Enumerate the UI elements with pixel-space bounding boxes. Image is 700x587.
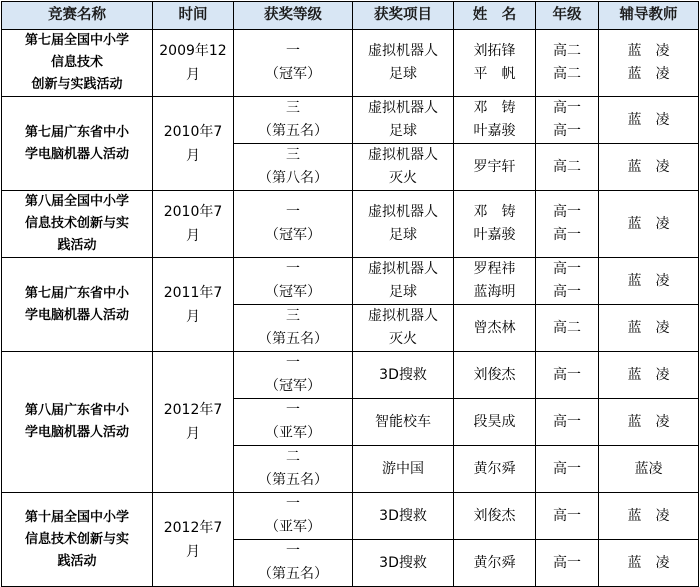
time-cell xyxy=(153,97,234,191)
grade-cell-line: 高一 xyxy=(553,413,581,430)
grade-cell-line: 高二 xyxy=(553,43,581,59)
level-cell-line: （冠军） xyxy=(265,284,321,300)
name-cell-line: 曾杰林 xyxy=(473,319,516,336)
name-cell-line: 平 帆 xyxy=(473,66,516,82)
project-cell-line: 3D搜救 xyxy=(379,366,427,383)
grade-cell-line: 高一 xyxy=(553,261,581,277)
table-row xyxy=(2,493,699,540)
time-cell-line: 月 xyxy=(186,426,200,442)
competition-cell-line: 第七届广东省中小 xyxy=(24,124,129,140)
teacher-cell xyxy=(599,305,699,352)
level-cell xyxy=(234,446,353,493)
competition-cell-line: 第八届广东省中小 xyxy=(24,403,129,418)
project-cell-line: 虚拟机器人 xyxy=(368,147,438,163)
level-cell-line: （冠军） xyxy=(265,227,321,243)
time-cell-line: 2012年7 xyxy=(163,402,223,418)
time-cell xyxy=(153,258,234,352)
level-cell-line: 三 xyxy=(286,308,300,324)
name-cell xyxy=(454,540,536,587)
teacher-cell-line: 蓝 凌 xyxy=(627,111,670,128)
time-cell-line: 月 xyxy=(186,543,200,560)
name-cell-line: 邓 铸 xyxy=(473,204,516,220)
teacher-cell xyxy=(599,446,699,493)
name-cell-line: 黄尔舜 xyxy=(473,460,516,477)
grade-cell-line: 高一 xyxy=(553,204,581,220)
time-cell-line: 月 xyxy=(186,228,200,244)
grade-cell-line: 高一 xyxy=(553,507,581,524)
header-project: 获奖项目 xyxy=(353,2,454,30)
competition-cell-line: 信息技术 xyxy=(50,55,103,70)
competition-cell-line: 践活动 xyxy=(57,238,97,253)
time-cell-line: 2010年7 xyxy=(163,204,223,220)
teacher-cell xyxy=(599,540,699,587)
name-cell-line: 罗程祎 xyxy=(473,261,516,277)
name-cell xyxy=(454,446,536,493)
level-cell xyxy=(234,144,353,191)
teacher-cell xyxy=(599,493,699,540)
level-cell-line: 一 xyxy=(286,355,300,371)
project-cell-line: 3D搜救 xyxy=(379,507,427,524)
level-cell xyxy=(234,540,353,587)
grade-cell-line: 高一 xyxy=(553,366,581,383)
name-cell-line: 段昊成 xyxy=(473,413,516,430)
grade-cell-line: 高一 xyxy=(553,460,581,477)
competition-cell-line: 第七届广东省中小 xyxy=(24,285,129,301)
grade-cell-line: 高二 xyxy=(553,319,581,336)
level-cell-line: 一 xyxy=(286,402,300,418)
grade-cell xyxy=(536,540,599,587)
name-cell xyxy=(454,305,536,352)
grade-cell-line: 高一 xyxy=(553,227,581,243)
level-cell-line: （第五名） xyxy=(258,331,328,347)
name-cell-line: 黄尔舜 xyxy=(473,554,516,571)
competition-cell xyxy=(2,493,153,587)
level-cell xyxy=(234,493,353,540)
teacher-cell-line: 蓝 凌 xyxy=(627,554,670,571)
competition-cell-line: 践活动 xyxy=(57,553,97,569)
time-cell xyxy=(153,493,234,587)
grade-cell xyxy=(536,399,599,446)
time-cell xyxy=(153,352,234,493)
grade-cell xyxy=(536,97,599,144)
table-row xyxy=(2,191,699,258)
teacher-cell xyxy=(599,191,699,258)
teacher-cell xyxy=(599,258,699,305)
name-cell xyxy=(454,258,536,305)
teacher-cell-line: 蓝 凌 xyxy=(627,366,670,383)
project-cell-line: 虚拟机器人 xyxy=(368,43,438,59)
project-cell-line: 游中国 xyxy=(382,460,424,477)
time-cell-line: 2009年12 xyxy=(159,43,227,59)
level-cell-line: （第五名） xyxy=(258,472,328,488)
teacher-cell-line: 蓝 凌 xyxy=(627,158,670,175)
project-cell-line: 足球 xyxy=(389,66,417,82)
level-cell xyxy=(234,305,353,352)
teacher-cell xyxy=(599,399,699,446)
name-cell xyxy=(454,352,536,399)
teacher-cell xyxy=(599,97,699,144)
level-cell xyxy=(234,97,353,144)
level-cell-line: （冠军） xyxy=(265,66,321,82)
competition-cell xyxy=(2,30,153,97)
project-cell-line: 足球 xyxy=(389,123,417,139)
competition-cell-line: 第八届全国中小学 xyxy=(24,194,129,209)
name-cell-line: 叶嘉骏 xyxy=(473,227,516,243)
grade-cell xyxy=(536,446,599,493)
project-cell-line: 灭火 xyxy=(389,170,417,186)
time-cell xyxy=(153,30,234,97)
level-cell-line: （亚军） xyxy=(265,425,321,441)
name-cell xyxy=(454,493,536,540)
teacher-cell-line: 蓝 凌 xyxy=(627,43,670,59)
header-competition: 竞赛名称 xyxy=(2,2,153,30)
grade-cell xyxy=(536,352,599,399)
level-cell-line: 一 xyxy=(286,204,300,220)
time-cell-line: 2010年7 xyxy=(163,123,223,140)
name-cell-line: 邓 铸 xyxy=(473,100,516,116)
table-body xyxy=(2,30,699,587)
time-cell xyxy=(153,191,234,258)
teacher-cell-line: 蓝 凌 xyxy=(627,272,670,289)
project-cell xyxy=(353,258,454,305)
grade-cell-line: 高一 xyxy=(553,123,581,139)
grade-cell-line: 高二 xyxy=(553,66,581,82)
header-row xyxy=(2,2,699,30)
project-cell xyxy=(353,446,454,493)
table-row xyxy=(2,97,699,144)
competition-cell xyxy=(2,352,153,493)
level-cell-line: 一 xyxy=(286,261,300,277)
project-cell xyxy=(353,493,454,540)
teacher-cell xyxy=(599,30,699,97)
competition-cell-line: 学电脑机器人活动 xyxy=(24,146,129,162)
teacher-cell-line: 蓝 凌 xyxy=(627,413,670,430)
name-cell-line: 叶嘉骏 xyxy=(473,123,516,139)
table-row xyxy=(2,352,699,399)
header-grade: 年级 xyxy=(536,2,599,30)
level-cell-line: 一 xyxy=(286,496,300,512)
project-cell-line: 虚拟机器人 xyxy=(368,308,438,324)
time-cell-line: 2011年7 xyxy=(163,284,223,301)
level-cell-line: 二 xyxy=(286,449,300,465)
competition-cell-line: 信息技术创新与实 xyxy=(24,531,129,547)
project-cell xyxy=(353,305,454,352)
teacher-cell-line: 蓝 凌 xyxy=(627,507,670,524)
grade-cell xyxy=(536,258,599,305)
level-cell-line: （冠军） xyxy=(265,378,321,394)
competition-cell-line: 第十届全国中小学 xyxy=(24,509,129,525)
project-cell-line: 足球 xyxy=(389,227,417,243)
competition-cell xyxy=(2,97,153,191)
teacher-cell xyxy=(599,352,699,399)
grade-cell xyxy=(536,144,599,191)
project-cell-line: 虚拟机器人 xyxy=(368,100,438,116)
name-cell-line: 蓝海明 xyxy=(473,284,516,300)
project-cell xyxy=(353,144,454,191)
project-cell xyxy=(353,352,454,399)
competition-cell-line: 学电脑机器人活动 xyxy=(24,425,129,440)
name-cell xyxy=(454,30,536,97)
header-name: 姓 名 xyxy=(454,2,536,30)
name-cell xyxy=(454,399,536,446)
level-cell-line: 三 xyxy=(286,100,300,116)
grade-cell-line: 高一 xyxy=(553,554,581,571)
level-cell xyxy=(234,191,353,258)
name-cell xyxy=(454,191,536,258)
competition-cell-line: 学电脑机器人活动 xyxy=(24,307,129,323)
teacher-cell-line: 蓝 凌 xyxy=(627,319,670,336)
level-cell xyxy=(234,352,353,399)
teacher-cell xyxy=(599,144,699,191)
name-cell-line: 罗宇轩 xyxy=(473,158,516,175)
competition-cell xyxy=(2,191,153,258)
competition-cell-line: 第七届全国中小学 xyxy=(24,33,129,48)
project-cell-line: 虚拟机器人 xyxy=(368,204,438,220)
header-time: 时间 xyxy=(153,2,234,30)
time-cell-line: 月 xyxy=(186,67,200,83)
competition-cell xyxy=(2,258,153,352)
grade-cell-line: 高一 xyxy=(553,284,581,300)
level-cell-line: 三 xyxy=(286,147,300,163)
competition-cell-line: 信息技术创新与实 xyxy=(24,216,129,231)
competition-cell-line: 创新与实践活动 xyxy=(31,77,123,92)
name-cell-line: 刘俊杰 xyxy=(473,366,516,383)
level-cell xyxy=(234,30,353,97)
table-row xyxy=(2,258,699,305)
teacher-cell-line: 蓝凌 xyxy=(634,460,663,477)
project-cell-line: 虚拟机器人 xyxy=(368,261,438,277)
header-level: 获奖等级 xyxy=(234,2,353,30)
project-cell-line: 足球 xyxy=(389,284,417,300)
grade-cell xyxy=(536,493,599,540)
project-cell xyxy=(353,399,454,446)
name-cell-line: 刘拓锋 xyxy=(473,43,516,59)
project-cell xyxy=(353,30,454,97)
name-cell xyxy=(454,97,536,144)
teacher-cell-line: 蓝 凌 xyxy=(627,66,670,82)
level-cell-line: 一 xyxy=(286,543,300,559)
name-cell-line: 刘俊杰 xyxy=(473,507,516,524)
awards-table xyxy=(1,1,699,587)
header-teacher: 辅导教师 xyxy=(599,2,699,30)
teacher-cell-line: 蓝 凌 xyxy=(627,215,670,232)
project-cell-line: 智能校车 xyxy=(375,413,431,430)
project-cell-line: 灭火 xyxy=(389,331,417,347)
project-cell-line: 3D搜救 xyxy=(379,554,427,571)
table-row xyxy=(2,30,699,97)
project-cell xyxy=(353,540,454,587)
project-cell xyxy=(353,97,454,144)
level-cell xyxy=(234,258,353,305)
time-cell-line: 月 xyxy=(186,147,200,164)
level-cell-line: （第五名） xyxy=(258,123,328,139)
grade-cell-line: 高二 xyxy=(553,158,581,175)
grade-cell xyxy=(536,191,599,258)
level-cell-line: 一 xyxy=(286,43,300,59)
level-cell-line: （第五名） xyxy=(258,566,328,582)
level-cell-line: （亚军） xyxy=(265,519,321,535)
grade-cell-line: 高一 xyxy=(553,100,581,116)
time-cell-line: 2012年7 xyxy=(163,519,223,536)
name-cell xyxy=(454,144,536,191)
time-cell-line: 月 xyxy=(186,308,200,325)
level-cell-line: （第八名） xyxy=(258,170,328,186)
grade-cell xyxy=(536,30,599,97)
level-cell xyxy=(234,399,353,446)
grade-cell xyxy=(536,305,599,352)
project-cell xyxy=(353,191,454,258)
